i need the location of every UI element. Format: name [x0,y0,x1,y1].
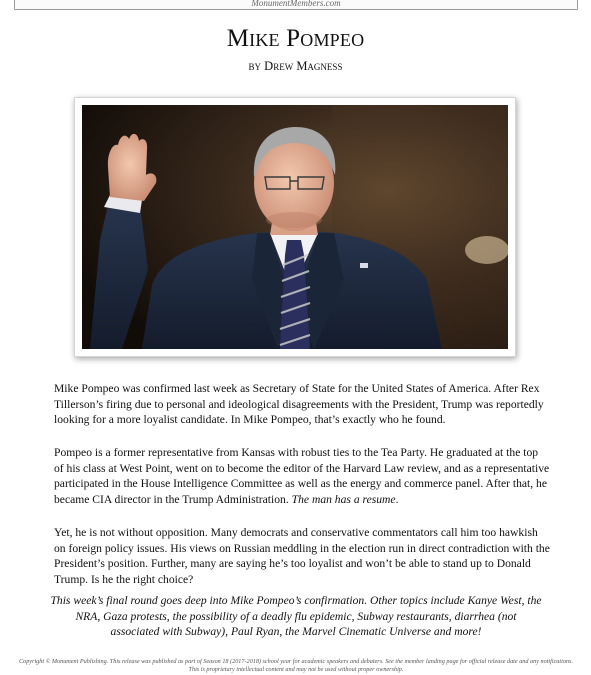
article-photo [82,105,508,349]
copyright-notice: Copyright © Monument Publishing. This release was published as part of Season 18 (2017-2018) school year for academic speakers and debaters. See the member landing page for official release date and any notifications. This is proprietary intellectual content and may not be used without proper ownership. [18,658,573,673]
paragraph-1: Mike Pompeo was confirmed last week as Secretary of State for the United States of America. After Rex Tillerson’s firing due to personal and ideological disagreements with the President, Trump was reportedly looking for a more loyalist candidate. In Mike Pompeo, that’s exactly who he found. [54,382,544,427]
chin-shadow [266,212,322,228]
paragraph-2-text: Pompeo is a former representative from Kansas with robust ties to the Tea Party. He graduated at the top of his class at West Point, went on to become the editor of the Harvard Law review, and as a representative participated in the House Intelligence Committee as well as the energy and commerce panel. After that, he became CIA director in the Trump Administration. [54,446,550,506]
article-photo-frame [74,97,516,357]
site-header [14,0,578,10]
article-byline: by Drew Magness [248,59,343,73]
promo-text: This week’s final round goes deep into Mike Pompeo’s confirmation. Other topics include Kanye West, the NRA, Gaza protests, the possibility of a deadly flu epidemic, Subway restaurants, diarrhea (not associated with Subway), Paul Ryan, the Marvel Cinematic Universe and more! [50,594,542,639]
article-title: Mike Pompeo [226,25,365,52]
paragraph-2 [54,445,550,507]
bg-light [465,236,508,264]
photo-illustration [82,105,508,349]
paragraph-2-emphasis: The man has a resume [291,492,396,506]
paragraph-3: Yet, he is not without opposition. Many democrats and conservative commentators call him too hawkish on foreign policy issues. His views on Russian meddling in the election run in direct contradiction with the President’s position. Further, many are saying he’s too loyalist and won’t be able to stand up to Donald Trump. Is he the right choice? [54,526,550,586]
paragraph-2-period: . [395,492,399,506]
site-name: MonumentMembers.com [251,0,341,8]
lapel-pin [360,263,368,268]
